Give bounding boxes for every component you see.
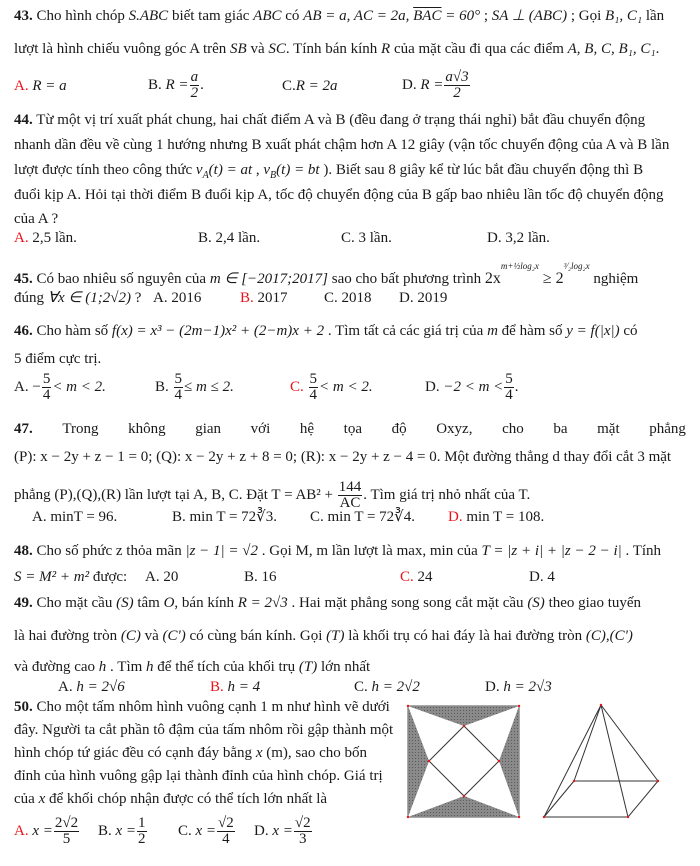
q49-line-2: là hai đường tròn (C) và (C') có cùng bán kính. Gọi (T) là khối trụ có hai đáy là hai đường tròn (C),(C')	[14, 628, 633, 644]
q43-line-2: lượt là hình chiếu vuông góc A trên SB và SC. Tính bán kính R của mặt cầu đi qua các điểm A, B, C, B₁, C₁.	[14, 41, 660, 57]
q44-line-3: lượt được tính theo công thức $v_A(t)$ = at , $v_B(t)$ = bt ). Biết sau 8 giây kể từ lúc bắt đầu chuyển động thì B	[14, 162, 644, 181]
q49-line-1: 49. Cho mặt cầu (S) tâm O, bán kính R = 2√3 . Hai mặt phẳng song song cắt mặt cầu (S) theo giao tuyến	[14, 595, 642, 611]
q46-option-d[interactable]: D. −2 < m < $\frac{5}{4}$ .	[425, 371, 519, 403]
q45-line-1: 45. Có bao nhiêu số nguyên của m ∈ [−2017;2017] sao cho bất phương trình $2x^{m+\frac{1}{2}log_2x} \ge 2^{^3⁄_2log_2x}$ nghiệm	[14, 261, 639, 287]
q44-line-2: nhanh dần đều về cùng 1 hướng nhưng B xuất phát chậm hơn A 12 giây (vận tốc chuyển động của A và B lần	[14, 137, 670, 153]
q43-option-a[interactable]: A. R = a	[14, 78, 67, 94]
q50-option-d[interactable]: D. x = $\frac{√2}{3}$	[254, 815, 311, 847]
q48-option-b[interactable]: B. 16	[244, 569, 277, 585]
q48-option-a[interactable]: A. 20	[145, 569, 179, 585]
q44-line-5: của A ?	[14, 211, 59, 227]
q47-line-3: phẳng (P),(Q),(R) lần lượt tại A, B, C. Đặt T = AB² + $\frac{144}{AC}$ . Tìm giá trị nhỏ nhất của T.	[14, 479, 531, 511]
q49-option-a[interactable]: A. h = 2√6	[58, 679, 125, 695]
q43-option-d[interactable]: D. R = $\frac{a√3}{2}$	[402, 69, 469, 101]
q47-option-d[interactable]: D. min T = 108.	[448, 509, 545, 525]
q49-option-d[interactable]: D. h = 2√3	[485, 679, 552, 695]
q50-option-a[interactable]: A. x = $\frac{2√2}{5}$	[14, 815, 79, 847]
q50-line-5: của x để khối chóp nhận được có thể tích lớn nhất là	[14, 791, 328, 807]
q48-line-1: 48. Cho số phức z thỏa mãn |z − 1| = √2 . Gọi M, m lần lượt là max, min của T = |z + i| + |z − 2 − i| . Tính	[14, 543, 662, 559]
q48-option-c[interactable]: C. 24	[400, 569, 433, 585]
q47-line-2: (P): x − 2y + z − 1 = 0; (Q): x − 2y + z + 8 = 0; (R): x − 2y + z − 4 = 0. Một đường thẳng d thay đổi cắt 3 mặt	[14, 449, 672, 465]
pyramid-figure	[540, 700, 670, 825]
q50-option-b[interactable]: B. x = $\frac{1}{2}$	[98, 815, 146, 847]
q46-option-a[interactable]: A. − $\frac{5}{4}$ < m < 2.	[14, 371, 106, 403]
q46-option-c[interactable]: C. $\frac{5}{4}$ < m < 2.	[290, 371, 373, 403]
q45-option-a[interactable]: A. 2016	[153, 290, 202, 306]
q49-line-3: và đường cao h . Tìm h để thể tích của khối trụ (T) lớn nhất	[14, 659, 371, 675]
q43-option-b[interactable]: B. R = $\frac{a}{2}$ .	[148, 69, 204, 101]
q48-option-d[interactable]: D. 4	[529, 569, 555, 585]
q44-line-4: đuổi kịp A. Hỏi tại thời điểm B đuổi kịp A, tốc độ chuyển động của B gấp bao nhiêu lần tốc độ chuyển động	[14, 187, 664, 203]
q46-option-b[interactable]: B. $\frac{5}{4}$ ≤ m ≤ 2.	[155, 371, 234, 403]
q50-line-3: hình chóp tứ giác đều có cạnh đáy bằng x (m), sao cho bốn	[14, 745, 368, 761]
q50-line-1: 50. Cho một tấm nhôm hình vuông cạnh 1 m như hình vẽ dưới	[14, 699, 390, 715]
q46-line-2: 5 điểm cực trị.	[14, 351, 102, 367]
q47-option-c[interactable]: C. min T = 72∛4.	[310, 509, 415, 525]
square-sheet-figure	[406, 704, 522, 820]
q50-line-4: đỉnh của hình vuông gập lại thành đỉnh của hình chóp. Giá trị	[14, 768, 383, 784]
q47-option-a[interactable]: A. minT = 96.	[32, 509, 118, 525]
q50-option-c[interactable]: C. x = $\frac{√2}{4}$	[178, 815, 234, 847]
q47-line-1: 47. Trong không gian với hệ tọa độ Oxyz, cho ba mặt phẳng	[14, 421, 686, 437]
q43-line-1: 43. Cho hình chóp S.ABC biết tam giác ABC có AB = a, AC = 2a, $\overline{BAC} = 60^\circ$ ; SA ⊥ (ABC) ; Gọi B₁, C₁ lần	[14, 8, 665, 24]
q45-line-2: đúng ∀x ∈ (1;2√2) ?	[14, 290, 142, 306]
q49-option-b[interactable]: B. h = 4	[210, 679, 261, 695]
angle-bac: $\overline{BAC}$	[413, 8, 442, 24]
q43-option-c[interactable]: C.R = 2a	[282, 78, 338, 94]
q46-line-1: 46. Cho hàm số f(x) = x³ − (2m−1)x² + (2−m)x + 2 . Tìm tất cả các giá trị của m để hàm số y = f(|x|) có	[14, 323, 638, 339]
q44-option-c[interactable]: C. 3 lần.	[341, 230, 392, 246]
q44-option-a[interactable]: A. 2,5 lần.	[14, 230, 77, 246]
q48-line-2: S = M² + m² được:	[14, 569, 128, 585]
question-number: 43.	[14, 8, 33, 24]
q44-option-b[interactable]: B. 2,4 lần.	[198, 230, 261, 246]
q47-option-b[interactable]: B. min T = 72∛3.	[172, 509, 277, 525]
q45-option-c[interactable]: C. 2018	[324, 290, 372, 306]
q44-line-1: 44. Từ một vị trí xuất phát chung, hai chất điểm A và B (đều đang ở trạng thái nghỉ) bắt đầu chuyển động	[14, 112, 646, 128]
q50-line-2: đây. Người ta cắt phần tô đậm của tấm nhôm rồi gập thành một	[14, 722, 394, 738]
q45-option-b[interactable]: B. 2017	[240, 290, 288, 306]
q45-option-d[interactable]: D. 2019	[399, 290, 448, 306]
q49-option-c[interactable]: C. h = 2√2	[354, 679, 420, 695]
q44-option-d[interactable]: D. 3,2 lần.	[487, 230, 550, 246]
